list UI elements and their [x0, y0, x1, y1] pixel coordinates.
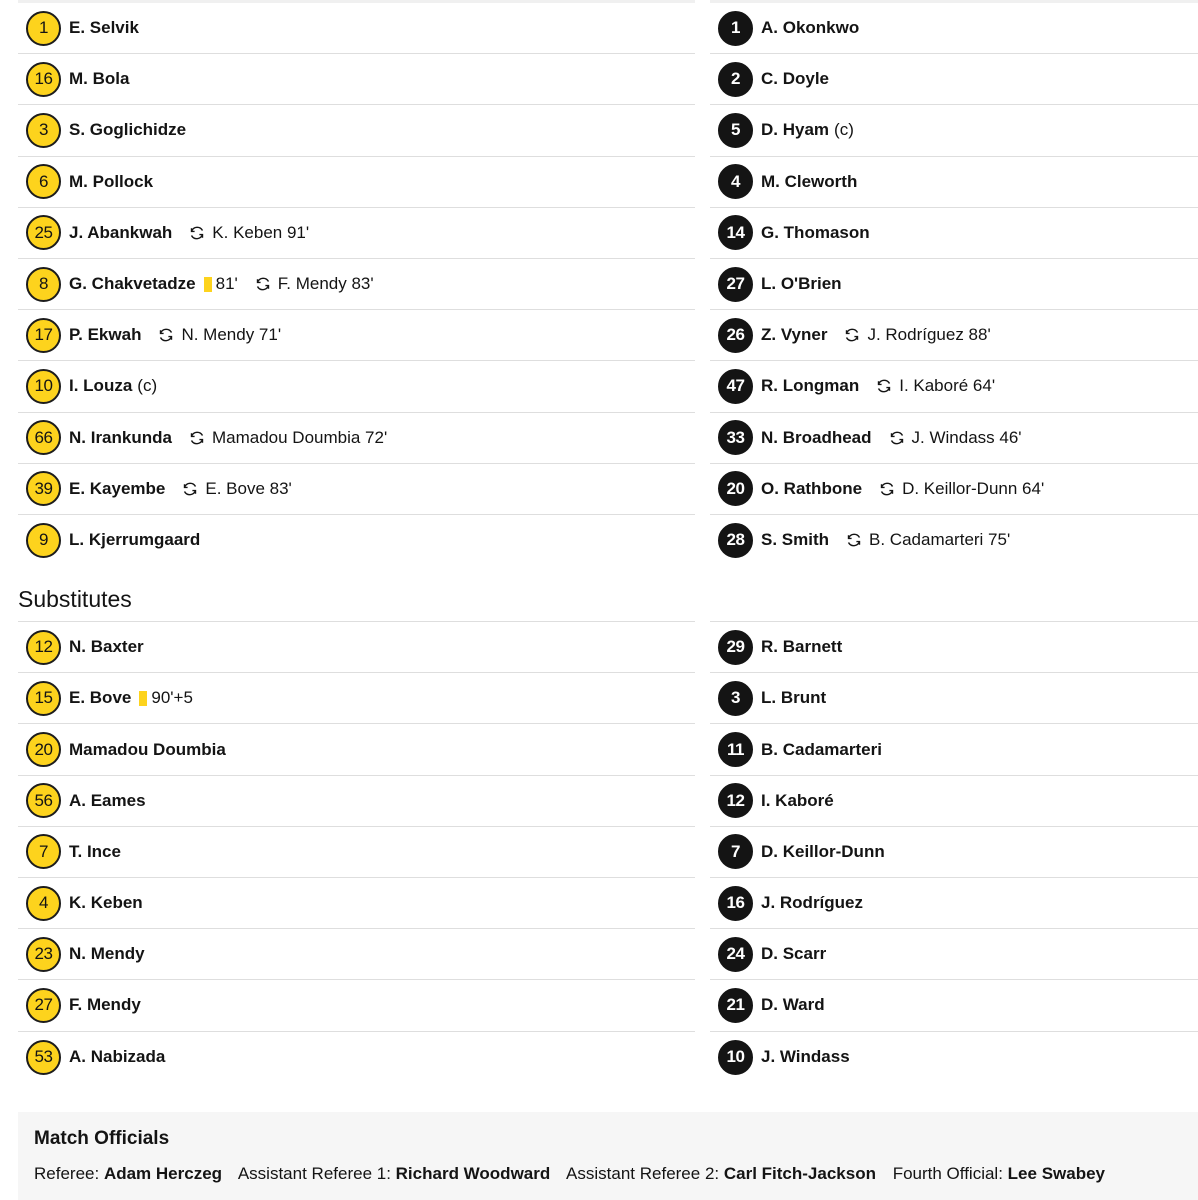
player-name[interactable]: D. Ward [761, 995, 825, 1015]
substitution-arrows-icon [878, 480, 896, 498]
shirt-number-badge: 11 [718, 732, 753, 767]
player-row[interactable] [18, 1032, 695, 1083]
substitute-replacement: B. Cadamarteri 75' [869, 530, 1011, 550]
substitute-replacement: J. Rodríguez 88' [867, 325, 991, 345]
player-row[interactable] [18, 310, 695, 361]
substitute-replacement: J. Windass 46' [911, 427, 1022, 447]
shirt-number-badge: 8 [26, 267, 61, 302]
player-name[interactable]: N. Baxter [69, 637, 144, 657]
player-row[interactable] [18, 3, 695, 54]
captain-marker: (c) [834, 120, 854, 140]
player-row[interactable] [710, 929, 1198, 980]
player-name[interactable]: R. Barnett [761, 637, 843, 657]
player-name[interactable]: M. Bola [69, 69, 130, 89]
player-name[interactable]: A. Eames [69, 790, 146, 810]
player-name[interactable]: O. Rathbone [761, 478, 863, 498]
shirt-number-badge: 1 [718, 11, 753, 46]
player-row[interactable] [710, 827, 1198, 878]
shirt-number-badge: 12 [718, 783, 753, 818]
player-name[interactable]: N. Irankunda [69, 427, 172, 447]
player-row[interactable] [710, 208, 1198, 259]
shirt-number-badge: 12 [26, 630, 61, 665]
shirt-number-badge: 21 [718, 988, 753, 1023]
official-referee: Referee: Adam Herczeg [34, 1164, 223, 1183]
player-row[interactable] [710, 54, 1198, 105]
shirt-number-badge: 7 [26, 834, 61, 869]
player-row[interactable] [710, 105, 1198, 156]
home-substitutes-list [18, 622, 695, 1083]
substitute-replacement: I. Kaboré 64' [899, 376, 996, 396]
player-name[interactable]: J. Abankwah [69, 222, 173, 242]
booking-minute: 90'+5 [151, 688, 193, 708]
shirt-number-badge: 28 [718, 523, 753, 558]
player-name[interactable]: J. Rodríguez [761, 893, 864, 913]
player-row[interactable] [18, 157, 695, 208]
player-row[interactable] [18, 464, 695, 515]
player-name[interactable]: Z. Vyner [761, 325, 828, 345]
player-name[interactable]: I. Louza [69, 376, 133, 396]
player-row[interactable] [18, 54, 695, 105]
home-starters-list [18, 3, 695, 566]
player-row[interactable] [710, 1032, 1198, 1083]
player-row[interactable] [710, 157, 1198, 208]
shirt-number-badge: 1 [26, 11, 61, 46]
player-name[interactable]: C. Doyle [761, 69, 830, 89]
player-name[interactable]: A. Okonkwo [761, 18, 860, 38]
substitute-replacement: E. Bove 83' [205, 478, 292, 498]
shirt-number-badge: 25 [26, 215, 61, 250]
player-name[interactable]: E. Selvik [69, 18, 139, 38]
player-row[interactable] [18, 980, 695, 1031]
substitute-replacement: K. Keben 91' [212, 222, 310, 242]
player-name[interactable]: J. Windass [761, 1047, 850, 1067]
yellow-card-icon [204, 277, 212, 292]
substitution-arrows-icon [157, 326, 175, 344]
player-name[interactable]: Mamadou Doumbia [69, 739, 226, 759]
shirt-number-badge: 2 [718, 62, 753, 97]
player-row[interactable] [18, 929, 695, 980]
substitutes-heading-row [18, 566, 695, 622]
shirt-number-badge: 17 [26, 318, 61, 353]
substitute-replacement: Mamadou Doumbia 72' [211, 427, 388, 447]
substitution-arrows-icon [845, 531, 863, 549]
player-name[interactable]: D. Keillor-Dunn [761, 841, 885, 861]
shirt-number-badge: 66 [26, 420, 61, 455]
shirt-number-badge: 33 [718, 420, 753, 455]
shirt-number-badge: 9 [26, 523, 61, 558]
player-row[interactable] [710, 980, 1198, 1031]
player-row[interactable] [18, 878, 695, 929]
substitute-replacement: F. Mendy 83' [277, 274, 374, 294]
shirt-number-badge: 47 [718, 369, 753, 404]
player-name[interactable]: M. Cleworth [761, 171, 858, 191]
substitution-arrows-icon [188, 224, 206, 242]
match-officials-panel [18, 1112, 1198, 1200]
player-row[interactable] [18, 724, 695, 775]
away-starters-list [710, 3, 1198, 566]
yellow-card-icon [139, 691, 147, 706]
player-name[interactable]: R. Longman [761, 376, 860, 396]
player-name[interactable]: K. Keben [69, 893, 143, 913]
substitute-replacement: D. Keillor-Dunn 64' [902, 478, 1045, 498]
captain-marker: (c) [137, 376, 158, 396]
shirt-number-badge: 7 [718, 834, 753, 869]
player-name[interactable]: F. Mendy [69, 995, 141, 1015]
substitution-arrows-icon [843, 326, 861, 344]
official-assistant-2: Assistant Referee 2: Carl Fitch-Jackson [566, 1164, 876, 1183]
player-name[interactable]: N. Broadhead [761, 427, 872, 447]
player-name[interactable]: B. Cadamarteri [761, 739, 882, 759]
player-row[interactable] [18, 361, 695, 412]
away-substitutes-list [710, 622, 1198, 1083]
player-row[interactable] [710, 724, 1198, 775]
shirt-number-badge: 23 [26, 937, 61, 972]
player-name[interactable]: S. Goglichidze [69, 120, 187, 140]
shirt-number-badge: 4 [718, 164, 753, 199]
player-name[interactable]: G. Chakvetadze [69, 274, 196, 294]
shirt-number-badge: 29 [718, 630, 753, 665]
lineups [18, 0, 1198, 1083]
player-name[interactable]: D. Scarr [761, 944, 827, 964]
player-row[interactable] [18, 259, 695, 310]
shirt-number-badge: 20 [718, 471, 753, 506]
shirt-number-badge: 10 [26, 369, 61, 404]
official-assistant-1: Assistant Referee 1: Richard Woodward [237, 1164, 551, 1183]
shirt-number-badge: 39 [26, 471, 61, 506]
player-name[interactable]: N. Mendy [69, 944, 145, 964]
player-row[interactable] [18, 413, 695, 464]
shirt-number-badge: 15 [26, 681, 61, 716]
substitution-arrows-icon [888, 429, 906, 447]
player-name[interactable]: L. O'Brien [761, 274, 842, 294]
match-officials-heading: Match Officials [34, 1128, 170, 1149]
away-lineup [710, 0, 1198, 1083]
player-row[interactable] [18, 105, 695, 156]
substitution-arrows-icon [875, 377, 893, 395]
player-row[interactable] [710, 515, 1198, 566]
player-row[interactable] [710, 776, 1198, 827]
player-name[interactable]: P. Ekwah [69, 325, 142, 345]
player-name[interactable]: L. Brunt [761, 688, 827, 708]
shirt-number-badge: 4 [26, 886, 61, 921]
player-name[interactable]: S. Smith [761, 530, 830, 550]
shirt-number-badge: 20 [26, 732, 61, 767]
player-row[interactable] [18, 622, 695, 673]
substitutes-spacer [710, 566, 1198, 622]
shirt-number-badge: 27 [26, 988, 61, 1023]
player-row[interactable] [710, 464, 1198, 515]
officials-line [34, 1164, 1182, 1184]
player-row[interactable] [710, 673, 1198, 724]
shirt-number-badge: 5 [718, 113, 753, 148]
player-name[interactable]: I. Kaboré [761, 790, 834, 810]
home-lineup [18, 0, 695, 1083]
player-row[interactable] [18, 776, 695, 827]
player-row[interactable] [710, 3, 1198, 54]
substitution-arrows-icon [181, 480, 199, 498]
booking-minute: 81' [215, 274, 238, 294]
player-name[interactable]: T. Ince [69, 841, 121, 861]
player-name[interactable]: D. Hyam [761, 120, 830, 140]
official-fourth: Fourth Official: Lee Swabey [892, 1164, 1105, 1183]
shirt-number-badge: 3 [718, 681, 753, 716]
player-row[interactable] [710, 878, 1198, 929]
shirt-number-badge: 6 [26, 164, 61, 199]
player-row[interactable] [18, 673, 695, 724]
substitutes-heading: Substitutes [18, 586, 132, 613]
substitution-arrows-icon [254, 275, 272, 293]
player-row[interactable] [710, 310, 1198, 361]
shirt-number-badge: 24 [718, 937, 753, 972]
shirt-number-badge: 14 [718, 215, 753, 250]
player-row[interactable] [710, 361, 1198, 412]
shirt-number-badge: 10 [718, 1040, 753, 1075]
player-name[interactable]: E. Bove [69, 688, 132, 708]
shirt-number-badge: 16 [26, 62, 61, 97]
player-row[interactable] [18, 515, 695, 566]
player-row[interactable] [710, 259, 1198, 310]
player-name[interactable]: E. Kayembe [69, 478, 166, 498]
shirt-number-badge: 16 [718, 886, 753, 921]
player-row[interactable] [18, 208, 695, 259]
player-name[interactable]: L. Kjerrumgaard [69, 530, 201, 550]
shirt-number-badge: 53 [26, 1040, 61, 1075]
player-row[interactable] [18, 827, 695, 878]
shirt-number-badge: 56 [26, 783, 61, 818]
player-row[interactable] [710, 622, 1198, 673]
shirt-number-badge: 3 [26, 113, 61, 148]
player-name[interactable]: M. Pollock [69, 171, 154, 191]
player-name[interactable]: A. Nabizada [69, 1047, 166, 1067]
player-row[interactable] [710, 413, 1198, 464]
shirt-number-badge: 27 [718, 267, 753, 302]
substitute-replacement: N. Mendy 71' [181, 325, 282, 345]
substitution-arrows-icon [188, 429, 206, 447]
shirt-number-badge: 26 [718, 318, 753, 353]
player-name[interactable]: G. Thomason [761, 222, 870, 242]
